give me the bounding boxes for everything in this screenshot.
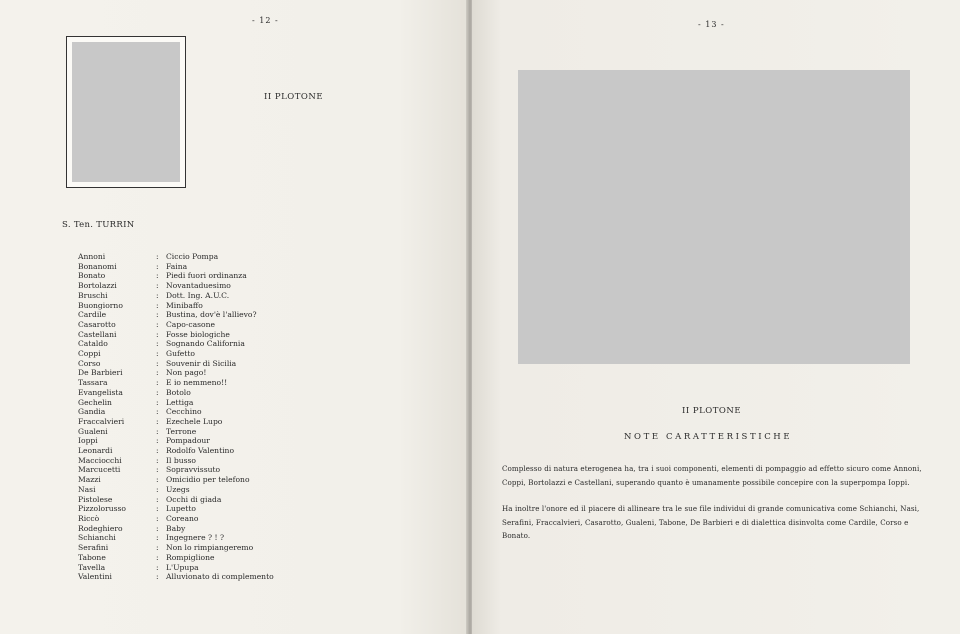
roster-nickname: Faina	[166, 261, 188, 271]
roster-row	[78, 310, 274, 320]
roster-nickname: Sognando California	[166, 339, 245, 349]
roster-separator: :	[156, 543, 159, 553]
roster-separator: :	[156, 446, 159, 456]
roster-row	[78, 465, 274, 475]
roster-row	[78, 330, 274, 340]
roster-name: Coppi	[78, 349, 101, 359]
roster-name: Castellani	[78, 329, 117, 339]
roster-separator: :	[156, 494, 159, 504]
roster-nickname: Pompadour	[166, 436, 210, 446]
roster-name: Evangelista	[78, 387, 123, 397]
roster-nickname: Ciccio Pompa	[166, 252, 219, 261]
roster-separator: :	[156, 426, 159, 436]
roster-name: Gechelin	[78, 397, 112, 407]
roster-row	[78, 281, 274, 291]
roster-nickname: Il busso	[166, 455, 196, 465]
roster-row	[78, 456, 274, 466]
roster-separator: :	[156, 455, 159, 465]
roster-nickname: Lettiga	[166, 397, 194, 407]
roster-nickname: Uzegs	[166, 484, 190, 494]
roster-nickname: Omicidio per telefono	[166, 475, 250, 485]
roster-row	[78, 291, 274, 301]
roster-name: Bonato	[78, 271, 106, 281]
roster-name: Rodeghiero	[78, 523, 123, 533]
roster-nickname: Alluvionato di complemento	[166, 572, 274, 582]
roster-name: Tavella	[78, 562, 106, 572]
roster-name: Mazzi	[78, 475, 101, 485]
roster-row	[78, 407, 274, 417]
roster-name: Marcucetti	[78, 465, 121, 475]
roster-row	[78, 252, 274, 262]
roster-separator: :	[156, 533, 159, 543]
roster-row	[78, 427, 274, 437]
notes-paragraph-2: Ha inoltre l'onore ed il piacere di allineare tra le sue file individui di grande comunicativa come Schianchi, Nasi, Serafini, Fraccalvieri, Casarotto, Gualeni, Tabone, De Barbieri e di dialettica disinvolta come Cardile, Corso e Bonato.	[502, 504, 920, 540]
roster-name: Bortolazzi	[78, 281, 117, 291]
roster-name: Leonardi	[78, 446, 113, 456]
page-number-right: - 13 -	[698, 20, 725, 29]
notes-paragraph-1: Complesso di natura eterogenea ha, tra i suoi componenti, elementi di pompaggio ad effetto sicuro come Annoni, Coppi, Bortolazzi e Castellani, superando quanto è umanamente possibile concepire con la superpompa Ioppi.	[502, 464, 922, 487]
roster-name: Schianchi	[78, 533, 116, 543]
roster-nickname: Botolo	[166, 387, 191, 397]
roster-nickname: Coreano	[166, 513, 199, 523]
roster-name: Corso	[78, 358, 101, 368]
roster-name: Gualeni	[78, 426, 108, 436]
roster-nickname: Novantaduesimo	[166, 281, 231, 291]
roster-name: Tassara	[78, 378, 108, 388]
left-page	[0, 0, 468, 634]
roster-name: Cataldo	[78, 339, 108, 349]
roster-name: Riccò	[78, 513, 100, 523]
roster-name: Ioppi	[78, 436, 98, 446]
roster-separator: :	[156, 252, 159, 261]
officer-portrait	[72, 42, 180, 182]
roster-name: Macciocchi	[78, 455, 122, 465]
roster-name: Tabone	[78, 552, 106, 562]
officer-name: S. Ten. TURRIN	[62, 220, 135, 230]
roster-name: De Barbieri	[78, 368, 123, 378]
roster-nickname: Dott. Ing. A.U.C.	[166, 290, 230, 300]
roster-list	[78, 252, 274, 582]
roster-name: Pizzolorusso	[78, 504, 126, 514]
roster-name: Fraccalvieri	[78, 416, 125, 426]
roster-row	[78, 301, 274, 311]
roster-separator: :	[156, 387, 159, 397]
roster-name: Cardile	[78, 310, 107, 320]
roster-name: Valentini	[78, 572, 112, 582]
roster-row	[78, 388, 274, 398]
roster-separator: :	[156, 281, 159, 291]
roster-row	[78, 485, 274, 495]
roster-row	[78, 514, 274, 524]
roster-row	[78, 563, 274, 573]
roster-nickname: Fosse biologiche	[166, 329, 230, 339]
roster-name: Buongiorno	[78, 300, 123, 310]
roster-row	[78, 475, 274, 485]
roster-separator: :	[156, 290, 159, 300]
roster-row	[78, 320, 274, 330]
roster-separator: :	[156, 329, 159, 339]
roster-name: Nasi	[78, 484, 96, 494]
roster-name: Gandia	[78, 407, 106, 417]
page-number-left: - 12 -	[252, 16, 279, 25]
roster-name: Casarotto	[78, 319, 116, 329]
roster-separator: :	[156, 513, 159, 523]
roster-row	[78, 417, 274, 427]
roster-name: Bonanomi	[78, 261, 117, 271]
roster-separator: :	[156, 562, 159, 572]
roster-separator: :	[156, 436, 159, 446]
roster-row	[78, 504, 274, 514]
roster-separator: :	[156, 378, 159, 388]
roster-row	[78, 524, 274, 534]
roster-nickname: Non lo rimpiangeremo	[166, 543, 254, 553]
roster-name: Bruschi	[78, 290, 108, 300]
roster-separator: :	[156, 523, 159, 533]
roster-nickname: E io nemmeno!!	[166, 378, 228, 388]
roster-row	[78, 533, 274, 543]
roster-separator: :	[156, 300, 159, 310]
roster-row	[78, 398, 274, 408]
platoon-title-left: II PLOTONE	[264, 92, 324, 102]
roster-separator: :	[156, 310, 159, 320]
roster-nickname: Sopravvissuto	[166, 465, 221, 475]
roster-name: Serafini	[78, 543, 109, 553]
roster-row	[78, 339, 274, 349]
roster-nickname: Occhi di giada	[166, 494, 222, 504]
roster-separator: :	[156, 416, 159, 426]
roster-separator: :	[156, 339, 159, 349]
roster-separator: :	[156, 261, 159, 271]
roster-row	[78, 495, 274, 505]
roster-nickname: Minibaffo	[166, 300, 203, 310]
roster-nickname: Terrone	[166, 426, 197, 436]
roster-row	[78, 271, 274, 281]
roster-nickname: Piedi fuori ordinanza	[166, 271, 247, 281]
roster-row	[78, 378, 274, 388]
roster-separator: :	[156, 349, 159, 359]
roster-nickname: Rodolfo Valentino	[166, 446, 235, 456]
roster-separator: :	[156, 397, 159, 407]
roster-separator: :	[156, 475, 159, 485]
roster-separator: :	[156, 572, 159, 582]
roster-separator: :	[156, 368, 159, 378]
roster-row	[78, 359, 274, 369]
roster-nickname: Lupetto	[166, 504, 196, 514]
roster-row	[78, 553, 274, 563]
portrait-frame	[66, 36, 186, 188]
roster-row	[78, 349, 274, 359]
roster-nickname: Cecchino	[166, 407, 202, 417]
platoon-title-right: II PLOTONE	[682, 406, 742, 416]
roster-row	[78, 446, 274, 456]
roster-nickname: Gufetto	[166, 349, 195, 359]
roster-nickname: L'Upupa	[166, 562, 199, 572]
roster-row	[78, 368, 274, 378]
roster-separator: :	[156, 552, 159, 562]
roster-separator: :	[156, 319, 159, 329]
roster-nickname: Ingegnere ? ! ?	[166, 533, 225, 543]
roster-nickname: Bustina, dov'è l'allievo?	[166, 310, 257, 320]
roster-nickname: Non pago!	[166, 368, 207, 378]
roster-name: Pistolese	[78, 494, 113, 504]
roster-separator: :	[156, 358, 159, 368]
roster-separator: :	[156, 407, 159, 417]
group-photo	[518, 70, 910, 364]
roster-separator: :	[156, 484, 159, 494]
roster-row	[78, 572, 274, 582]
roster-nickname: Baby	[166, 523, 186, 533]
roster-nickname: Souvenir di Sicilia	[166, 358, 237, 368]
right-page	[472, 0, 960, 634]
roster-nickname: Capo-casone	[166, 319, 215, 329]
notes-heading: NOTE CARATTERISTICHE	[624, 432, 793, 442]
roster-row	[78, 262, 274, 272]
roster-row	[78, 543, 274, 553]
roster-separator: :	[156, 504, 159, 514]
roster-separator: :	[156, 465, 159, 475]
roster-nickname: Ezechele Lupo	[166, 416, 223, 426]
roster-nickname: Rompiglione	[166, 552, 215, 562]
roster-row	[78, 436, 274, 446]
roster-separator: :	[156, 271, 159, 281]
roster-name: Annoni	[78, 252, 106, 261]
